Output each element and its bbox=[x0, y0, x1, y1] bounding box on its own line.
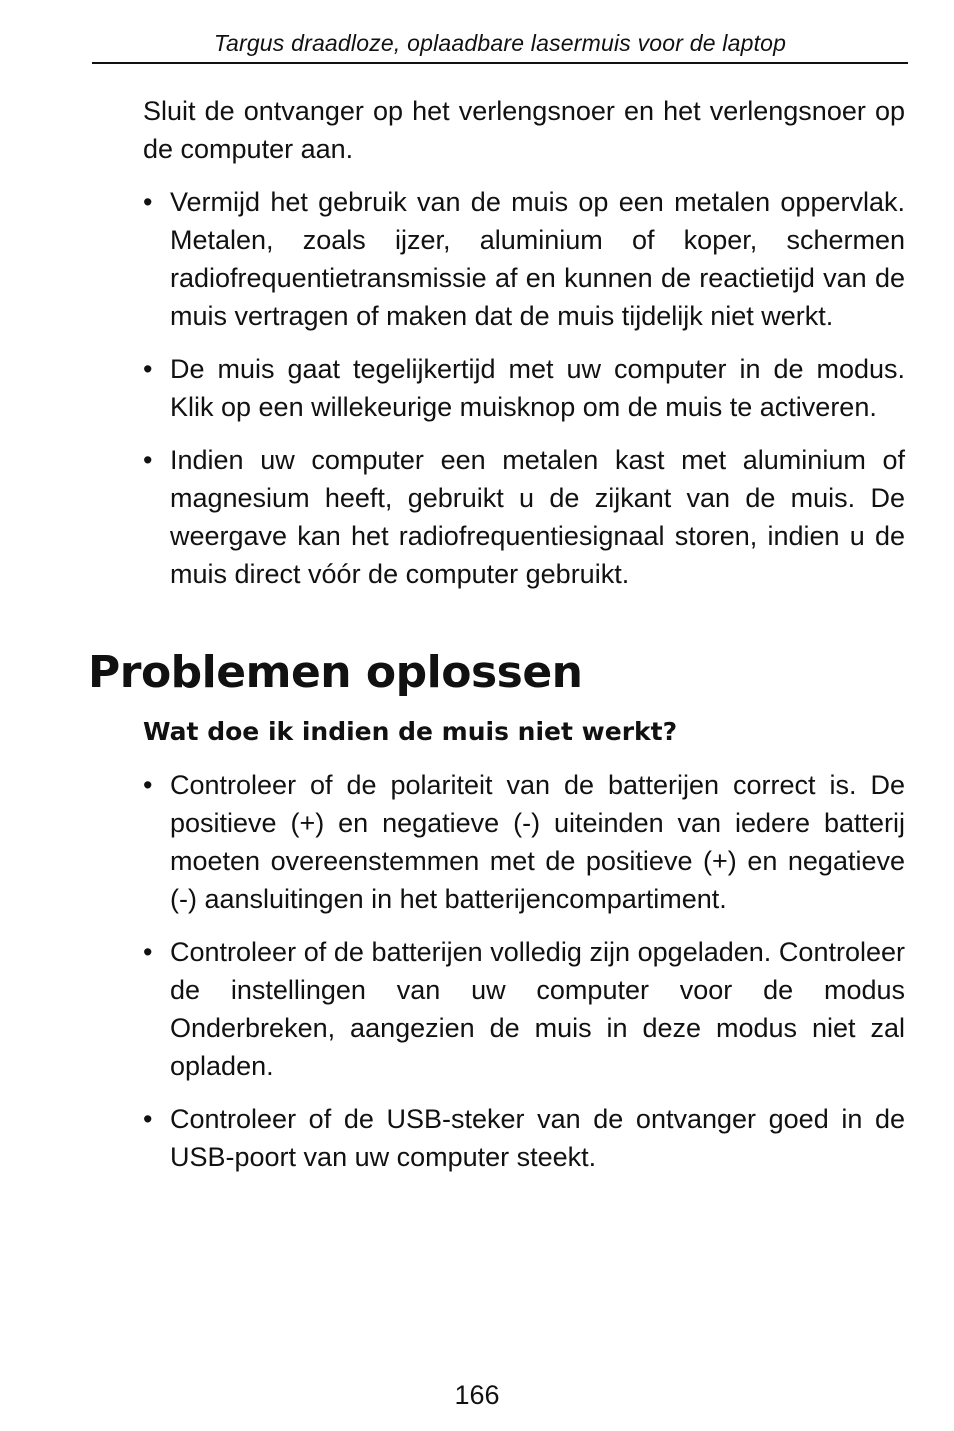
page-content bbox=[88, 92, 905, 1176]
running-header-title: Targus draadloze, oplaadbare lasermuis voor de laptop bbox=[213, 30, 787, 56]
running-header bbox=[92, 26, 908, 64]
list-item bbox=[143, 183, 905, 335]
page-number: 166 bbox=[454, 1380, 500, 1410]
list-item-text: Indien uw computer een metalen kast met aluminium of magnesium heeft, gebruikt u de zijkant van de muis. De weergave kan het radiofrequentiesignaal storen, indien u de muis direct vóór de computer gebruikt. bbox=[170, 445, 905, 589]
tips-list bbox=[143, 183, 905, 593]
list-item bbox=[143, 766, 905, 918]
bullet-marker: • bbox=[143, 770, 153, 800]
list-item-text: Controleer of de batterijen volledig zijn opgeladen. Controleer de instellingen van uw computer voor de modus Onderbreken, aangezien de muis in deze modus niet zal opladen. bbox=[170, 937, 905, 1081]
list-item-text: Vermijd het gebruik van de muis op een metalen oppervlak. Metalen, zoals ijzer, aluminium of koper, schermen radiofrequentietransmissie af en kunnen de reactietijd van de muis vertragen of maken dat de muis tijdelijk niet werkt. bbox=[170, 187, 905, 331]
bullet-marker: • bbox=[143, 1104, 153, 1134]
bullet-marker: • bbox=[143, 937, 153, 967]
section-title: Problemen oplossen bbox=[88, 647, 583, 698]
list-item bbox=[143, 441, 905, 593]
sub-heading-question: Wat doe ik indien de muis niet werkt? bbox=[143, 717, 678, 746]
list-item-text: De muis gaat tegelijkertijd met uw computer in de modus. Klik op een willekeurige muisknop om de muis te activeren. bbox=[170, 354, 905, 422]
intro-paragraph: Sluit de ontvanger op het verlengsnoer en het verlengsnoer op de computer aan. bbox=[143, 96, 905, 164]
list-item-text: Controleer of de USB-steker van de ontvanger goed in de USB-poort van uw computer steekt. bbox=[170, 1104, 905, 1172]
troubleshooting-list bbox=[143, 766, 905, 1176]
bullet-marker: • bbox=[143, 187, 153, 217]
list-item bbox=[143, 350, 905, 426]
list-item bbox=[143, 1100, 905, 1176]
bullet-marker: • bbox=[143, 354, 153, 384]
bullet-marker: • bbox=[143, 445, 153, 475]
list-item-text: Controleer of de polariteit van de batterijen correct is. De positieve (+) en negatieve (-) uiteinden van iedere batterij moeten overeenstemmen met de positieve (+) en negatieve (-) aansluitingen in het batterijencompartiment. bbox=[170, 770, 905, 914]
list-item bbox=[143, 933, 905, 1085]
